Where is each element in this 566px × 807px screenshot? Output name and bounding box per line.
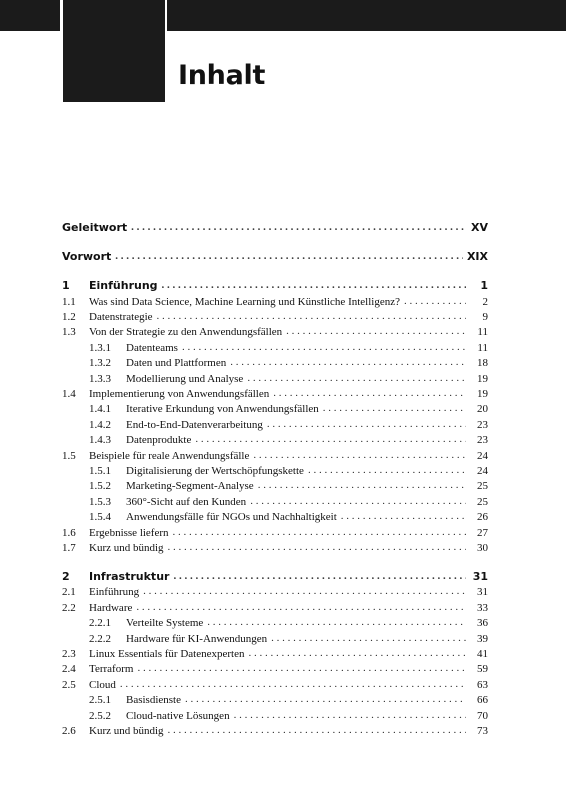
header-bar-left [0,0,60,31]
toc-number: 2.5.2 [89,709,111,722]
toc-number: 2 [62,569,70,583]
toc-title: Einführung [89,586,140,599]
toc-page-number: 31 [477,586,488,599]
toc-number: 1.5.2 [89,480,111,493]
toc-leader-dots [273,387,466,399]
toc-number: 1.6 [62,526,76,539]
toc-title: Von der Strategie zu den Anwendungsfällen [89,326,283,339]
toc-number: 2.5.1 [89,694,111,707]
toc-title: Linux Essentials für Datenexperten [89,648,245,660]
toc-leader-dots [182,341,466,353]
toc-title: Ergebnisse liefern [89,526,169,539]
toc-page-number: 18 [477,357,488,370]
toc-leader-dots [131,221,466,233]
toc-entry[interactable] [62,542,488,558]
toc-number: 1 [62,279,70,292]
header-bar-right [167,0,566,31]
toc-entry[interactable] [62,279,488,295]
toc-title: Datenstrategie [89,311,153,323]
toc-leader-dots [185,693,466,705]
toc-title: Marketing-Segment-Analyse [126,480,254,493]
toc-number: 1.5.3 [89,495,111,508]
toc-entry[interactable] [62,725,488,741]
toc-title: Iterative Erkundung von Anwendungsfällen [126,403,319,416]
toc-page-number: 11 [477,341,488,354]
toc-number: 2.3 [62,648,76,660]
toc-leader-dots [253,449,466,461]
toc-leader-dots [168,724,466,736]
toc-title: Cloud-native Lösungen [126,709,230,722]
toc-leader-dots [143,585,466,597]
toc-title: Kurz und bündig [89,725,164,737]
toc-page-number: 73 [477,725,488,737]
toc-page-number: 1 [480,279,488,292]
toc-leader-dots [341,510,466,522]
toc-number: 1.5.4 [89,511,111,524]
toc-title: Cloud [89,678,116,691]
toc-leader-dots [115,250,463,262]
toc-leader-dots [168,541,466,553]
toc-page-number: 20 [477,403,488,416]
toc-number: 2.2 [62,601,76,614]
toc-number: 2.2.1 [89,617,111,630]
toc-leader-dots [404,295,466,307]
toc-leader-dots [308,464,466,476]
toc-page-number: 23 [477,434,488,447]
toc-page-number: 11 [477,326,488,339]
toc-entry[interactable] [62,570,488,586]
toc-number: 2.4 [62,663,76,676]
toc-leader-dots [267,418,466,430]
toc-number: 1.7 [62,542,76,554]
toc-number: 1.4.3 [89,434,111,447]
toc-number: 1.5.1 [89,465,111,477]
toc-number: 1.3.2 [89,357,111,370]
toc-number: 1.2 [62,311,76,323]
toc-entry[interactable] [62,250,488,266]
toc-page-number: XV [471,221,488,234]
toc-page-number: 25 [477,495,488,508]
toc-page-number: 36 [477,617,488,630]
toc-page-number: 25 [477,480,488,493]
toc-title: Einführung [89,279,158,292]
toc-number: 2.5 [62,678,76,691]
toc-title: Hardware für KI-Anwendungen [126,632,268,645]
toc-title: Terraform [89,663,134,676]
toc-leader-dots [157,310,466,322]
toc-leader-dots [230,356,466,368]
toc-leader-dots [137,662,466,674]
toc-number: 1.3.1 [89,341,111,354]
toc-page-number: 9 [482,311,488,323]
toc-title: Hardware [89,601,133,614]
toc-leader-dots [207,616,466,628]
toc-page-number: 41 [477,648,488,660]
toc-leader-dots [173,526,466,538]
toc-leader-dots [173,570,466,582]
toc-number: 2.6 [62,725,76,737]
toc-page-number: 59 [477,663,488,676]
toc-leader-dots [258,479,466,491]
toc-title: Kurz und bündig [89,542,164,554]
toc-title: Implementierung von Anwendungsfällen [89,388,270,400]
toc-title: Datenteams [126,341,178,354]
toc-leader-dots [136,601,466,613]
toc-number: 1.5 [62,449,76,462]
toc-number: 1.4.2 [89,418,111,431]
toc-title: 360°-Sicht auf den Kunden [126,495,247,508]
toc-number: 2.2.2 [89,632,111,645]
toc-title: Anwendungsfälle für NGOs und Nachhaltigkeit [126,511,337,524]
toc-title: Vorwort [62,250,112,263]
toc-page-number: 33 [477,601,488,614]
toc-page-number: 30 [477,542,488,554]
toc-page-number: 19 [477,372,488,385]
toc-title: Was sind Data Science, Machine Learning und Künstliche Intelligenz? [89,295,400,308]
toc-number: 1.1 [62,295,76,308]
toc-page-number: 31 [472,569,488,583]
toc-leader-dots [120,678,466,690]
toc-page-number: 70 [477,709,488,722]
toc-page-number: 26 [477,511,488,524]
toc-leader-dots [323,402,466,414]
toc-title: Basisdienste [126,694,181,707]
toc-number: 1.4 [62,388,76,400]
toc-page-number: 63 [477,678,488,691]
toc-leader-dots [247,372,466,384]
toc-page-number: 24 [477,465,488,477]
toc-leader-dots [195,433,466,445]
toc-page-number: 66 [477,694,488,707]
toc-number: 1.3 [62,326,76,339]
toc-page-number: XIX [466,250,488,263]
toc-number: 1.4.1 [89,403,111,416]
toc-title: Geleitwort [62,221,128,234]
toc-title: Datenprodukte [126,434,192,447]
toc-title: Verteilte Systeme [126,617,204,630]
toc-page-number: 39 [477,632,488,645]
toc-entry[interactable] [62,221,488,237]
page-title: Inhalt [178,60,266,91]
toc-leader-dots [234,709,466,721]
toc-leader-dots [271,632,466,644]
toc-page-number: 23 [477,418,488,431]
toc-page-number: 27 [477,526,488,539]
toc-page-number: 24 [477,449,488,462]
toc-page-number: 19 [477,388,488,400]
toc-number: 1.3.3 [89,372,111,385]
toc-title: End-to-End-Datenverarbeitung [126,418,263,431]
title-block [63,0,165,102]
toc-leader-dots [286,325,466,337]
toc-title: Infrastruktur [89,569,170,583]
toc-leader-dots [250,495,466,507]
toc-title: Daten und Plattformen [126,357,227,370]
toc-title: Digitalisierung der Wertschöpfungskette [126,465,304,477]
toc-title: Modellierung und Analyse [126,372,244,385]
toc-page-number: 2 [482,295,488,308]
toc-leader-dots [248,647,466,659]
toc-leader-dots [162,279,466,291]
toc-number: 2.1 [62,586,76,599]
toc-title: Beispiele für reale Anwendungsfälle [89,449,250,462]
